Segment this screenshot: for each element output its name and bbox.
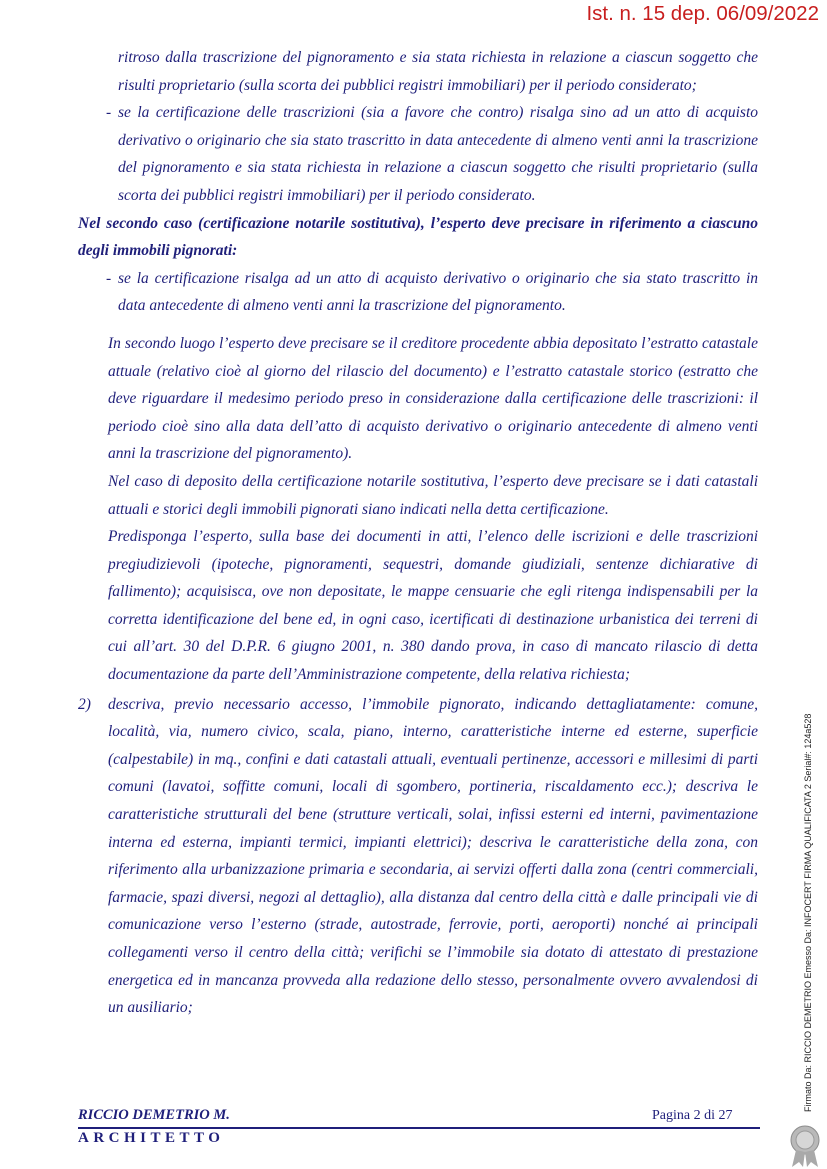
paragraph-estratto-catastale: In secondo luogo l’esperto deve precisare se il creditore procedente abbia depositato l’estratto catastale attuale (relativo cioè al giorno del rilascio del documento) e l’estratto catastale storico (estratto che deve riguardare il medesimo periodo preso in considerazione dalla certificazione delle trascrizioni: il periodo cioè sino alla data dell’atto di acquisto derivativo o originario antecedente di almeno venti anni la trascrizione del pignoramento). [108,334,758,463]
intro-continuation: ritroso dalla trascrizione del pignoramento e sia stata richiesta in relazione a ciascun soggetto che risulti proprietario (sulla scorta dei pubblici registri immobiliari) per il periodo considerato; [118,49,758,94]
page-number: Pagina 2 di 27 [652,1108,733,1123]
deposit-stamp: Ist. n. 15 dep. 06/09/2022 [586,2,819,25]
footer-author: RICCIO DEMETRIO M. [78,1107,230,1123]
list-item-2 [78,691,758,1022]
item-2-text: descriva, previo necessario accesso, l’immobile pignorato, indicando dettagliatamente: comune, località, via, numero civico, scala, piano, interno, caratteristiche interne ed esterne, superficie (calpestabile) in mq., confini e dati catastali attuali, eventuali pertinenze, accessori e millesimi di parti comuni (lavatoi, soffitte comuni, locali di sgombero, portineria, riscaldamento ecc.); descriva le caratteristiche strutturali del bene (strutture verticali, solai, infissi esterni ed interni, pavimentazione interna ed esterna, impianti termici, impianti elettrici); descriva le caratteristiche della zona, con riferimento alla urbanizzazione primaria e secondaria, ai servizi offerti dalla zona (centri commerciali, farmacie, spazi diversi, negozi al dettaglio), alla distanza dal centro della città e dalle principali vie di comunicazione verso l’esterno (strade, autostrade, ferrovie, porti, aeroporti) nonché ai principali collegamenti verso il centro della città; verifichi se l’immobile sia dotato di attestato di prestazione energetica ed in mancanza provveda alla redazione dello stesso, personalmente ovvero avvalendosi di un ausiliario; [108,695,758,1017]
paragraph-certificazione-notarile: Nel caso di deposito della certificazione notarile sostitutiva, l’esperto deve precisare se i dati catastali attuali e storici degli immobili pignorati siano indicati nella detta certificazione. [108,472,758,518]
section-heading: Nel secondo caso (certificazione notarile sostitutiva), l’esperto deve precisare in riferimento a ciascuno degli immobili pignorati: [78,214,758,260]
bullet-1-text: se la certificazione delle trascrizioni (sia a favore che contro) risalga sino ad un atto di acquisto derivativo o originario che sia stato trascritto in data antecedente di almeno venti anni la trascrizione del pignoramento e sia stata richiesta in relazione a ciascun soggetto che risulti proprietario (sulla scorta dei pubblici registri immobiliari) per il periodo considerato. [118,104,758,204]
digital-signature-note: Firmato Da: RICCIO DEMETRIO Emesso Da: INFOCERT FIRMA QUALIFICATA 2 Serial#: 124a528 [803,713,813,1112]
footer-role: ARCHITETTO [78,1130,225,1146]
dash-marker: - [106,269,112,287]
spacer [78,320,758,330]
item-number: 2) [78,695,91,713]
bullet-2-text: se la certificazione risalga ad un atto di acquisto derivativo o originario che sia stato trascritto in data antecedente di almeno venti anni la trascrizione del pignoramento. [118,269,758,315]
list-item-bullet-2 [106,265,758,320]
certificate-seal-icon [786,1124,824,1168]
dash-marker: - [106,104,112,122]
list-item-bullet-1 [106,99,758,209]
document-body [78,44,758,1022]
footer-divider [78,1127,760,1129]
paragraph-predisponga: Predisponga l’esperto, sulla base dei documenti in atti, l’elenco delle iscrizioni e delle trascrizioni pregiudizievoli (ipoteche, pignoramenti, sequestri, domande giudiziali, sentenze dichiarative di fallimento); acquisisca, ove non depositate, le mappe censuarie che egli ritenga indispensabili per la corretta identificazione del bene ed, in ogni caso, icertificati di destinazione urbanistica dei terreni di cui all’art. 30 del D.P.R. 6 giugno 2001, n. 380 dando prova, in caso di mancato rilascio di detta documentazione da parte dell’Amministrazione competente, della relativa richiesta; [108,528,758,684]
